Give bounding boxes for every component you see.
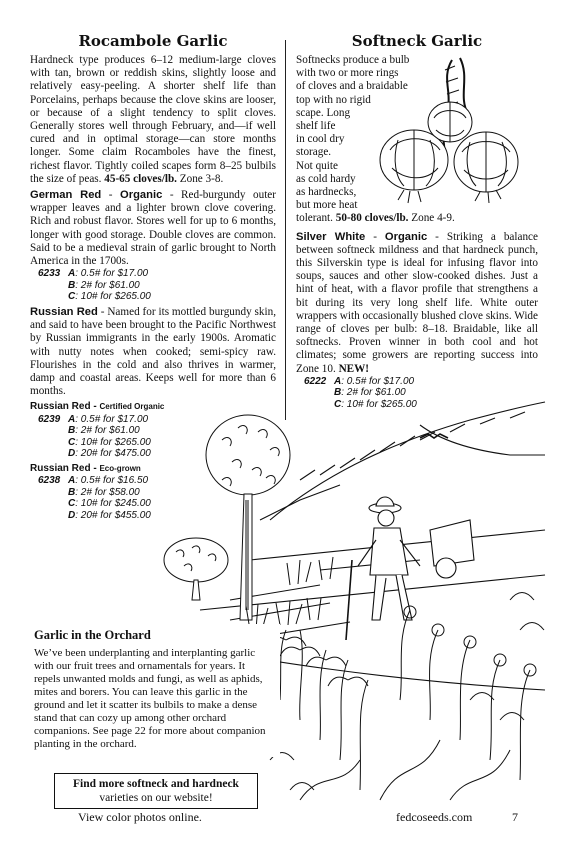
website-callout-line2: varieties on our website! [99, 792, 213, 804]
price-row: C: 10# for $265.00 [68, 436, 151, 448]
column-divider [285, 40, 286, 420]
organic-tag: Organic [384, 230, 428, 243]
price-row: 6233 A: 0.5# for $17.00 [38, 268, 149, 280]
russian-red-name: Russian Red [30, 306, 98, 319]
organic-tag: Organic [120, 189, 163, 202]
price-row: 6238 A: 0.5# for $16.50 [38, 475, 149, 487]
rocambole-column [30, 32, 276, 522]
garlic-in-orchard-box [28, 624, 280, 757]
price-list-6222 [304, 376, 538, 411]
price-row: 6222 A: 0.5# for $17.00 [304, 375, 415, 387]
silver-white-description: Silver White - Organic - Striking a balance between softneck mildness and that hardneck punch, this Silverskin type is ideal for infusing flavor into soups, sauces and other slow-cooked dishes. Just a hint of heat, with a flavor profile that strengthens a bit during its very long shelf life. White outer wrappers with occasionally blushed clove skins. Wide range of cloves per bulb: 8–18. Braidable, like all softnecks. Proven winner in both cool and hot climates; some growers are reporting success into Zone 10. NEW! [296, 230, 538, 375]
website-callout[interactable] [54, 773, 258, 809]
orchard-title: Garlic in the Orchard [34, 628, 151, 642]
orchard-text: We’ve been underplanting and interplanting garlic with our fruit trees and ornamentals for years. It repels unwanted molds and fungi, as well as aphids, mites and borers. You can leave this garlic in the ground and let it scatter its bulbils to make a dense stand that can cozy up among other orchard companions. See page 22 for more about companion planting in the orchard. [34, 647, 266, 750]
rocambole-description: Hardneck type produces 6–12 medium-large cloves with tan, brown or reddish skins, slightly loose and relatively easy-peeling. A shorter shelf life than Porcelains, perhaps because the clove skins are looser, or because of a slight tendency to split cloves. Generally stores well through February, and—if well cured and in optimal storage—can store months longer. Some claim Rocamboles have the finest, richest flavor. Tightly coiled scapes form 8–25 bulbils the size of peas. 45-65 cloves/lb. Zone 3-8. [30, 54, 276, 185]
price-row: C: 10# for $245.00 [68, 498, 151, 510]
price-list-6233 [38, 268, 276, 303]
price-row: B: 2# for $58.00 [68, 486, 140, 498]
website-callout-line1: Find more softneck and hardneck [73, 778, 239, 790]
new-badge: NEW! [338, 362, 370, 375]
footer-photos-note: View color photos online. [78, 810, 202, 824]
page-number: 7 [512, 810, 518, 824]
price-row: 6239 A: 0.5# for $17.00 [38, 413, 149, 425]
foreground-plants-illustration [246, 557, 544, 800]
price-row: D: 20# for $455.00 [68, 510, 151, 522]
german-red-name: German Red [30, 189, 102, 202]
price-row: D: 20# for $475.00 [68, 448, 151, 460]
small-tree-illustration [164, 538, 228, 600]
price-list-6239 [38, 414, 276, 460]
german-red-description: German Red - Organic - Red-burgundy outer wrapper leaves and a lighter brown clove covering. Rich and robust flavor. Stores well for up to 6 months, longer with good storage. Double cloves are common. Said to be a medieval strain of garlic brought to North America in the 1700s. [30, 189, 276, 268]
russian-red-ecogrown-heading: Russian Red - Eco-grown [30, 463, 141, 475]
softneck-title: Softneck Garlic [351, 32, 483, 50]
price-row: B: 2# for $61.00 [68, 425, 140, 437]
softneck-column [296, 32, 538, 411]
russian-red-description: Russian Red - Named for its mottled burgundy skin, and said to have been brought to the Pacific Northwest by Russian immigrants in the early 1900s. Aromatic with nutty notes when cooked; semi-spicy raw. Flourishes in the cold and also thrives in warmer, damp and coastal areas. Keeps well for more than 6 months. [30, 306, 277, 398]
farmer-figure-illustration [346, 497, 474, 640]
footer-website[interactable]: fedcoseeds.com [396, 810, 473, 824]
silver-white-name: Silver White [296, 230, 366, 243]
rocambole-title: Rocambole Garlic [78, 32, 228, 50]
price-row: B: 2# for $61.00 [334, 387, 406, 399]
price-row: B: 2# for $61.00 [68, 279, 140, 291]
price-row: C: 10# for $265.00 [334, 399, 417, 411]
price-row: C: 10# for $265.00 [68, 291, 151, 303]
price-list-6238 [38, 475, 276, 521]
softneck-description: Softnecks produce a bulb with two or more rings of cloves and a braidable top with no rigid scape. Long shelf life in cool dry storage. Not quite as cold hardy as hardnecks, but more heat tolerant. 50-80 cloves/lb. Zone 4-9. [296, 54, 455, 225]
russian-red-organic-heading: Russian Red - Certified Organic [30, 401, 165, 413]
